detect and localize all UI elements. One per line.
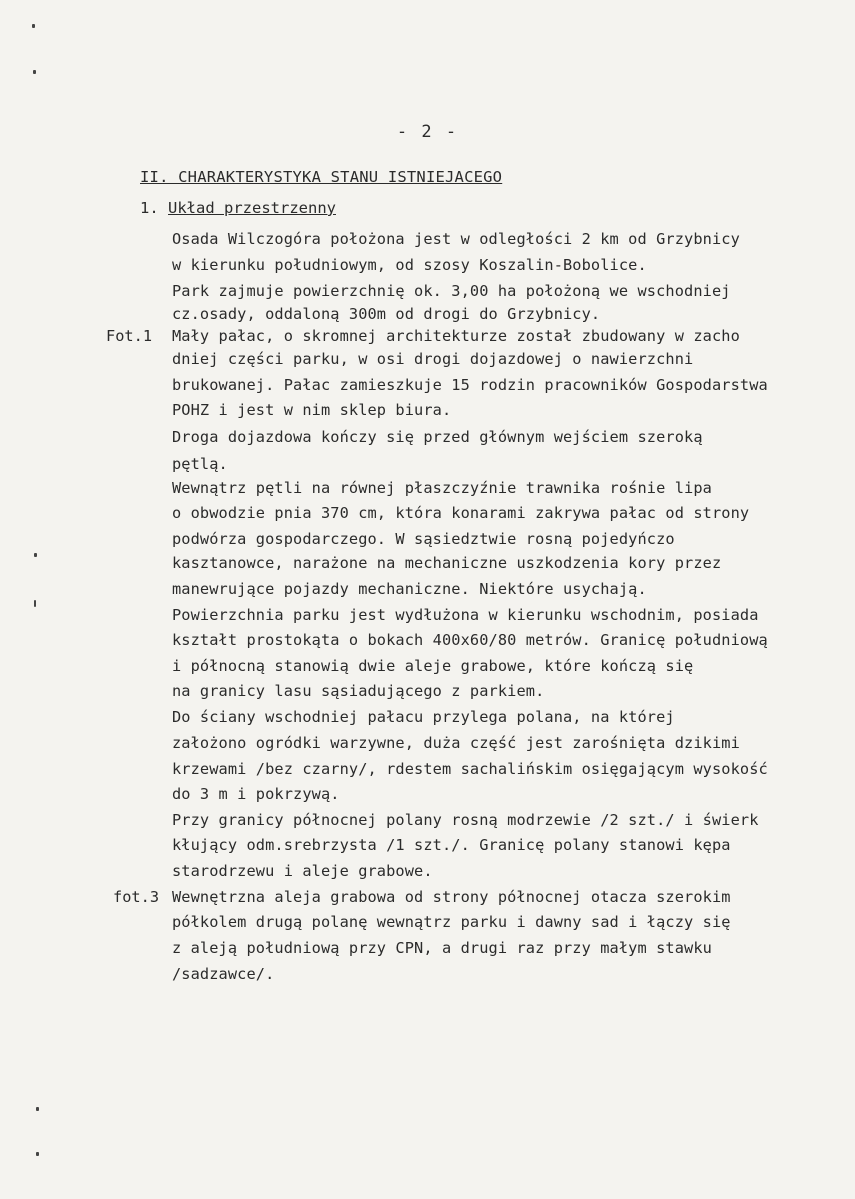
text-line: Przy granicy północnej polany rosną modrzewie /2 szt./ i świerk bbox=[172, 811, 759, 829]
text-line: brukowanej. Pałac zamieszkuje 15 rodzin pracowników Gospodarstwa bbox=[172, 376, 768, 394]
text-line: półkolem drugą polanę wewnątrz parku i dawny sad i łączy się bbox=[172, 913, 731, 931]
text-line: o obwodzie pnia 370 cm, która konarami zakrywa pałac od strony bbox=[172, 504, 750, 522]
subsection-heading bbox=[140, 199, 336, 217]
text-line: kształt prostokąta o bokach 400x60/80 metrów. Granicę południową bbox=[172, 631, 768, 649]
scan-speck bbox=[34, 553, 37, 557]
page-number: - 2 - bbox=[396, 122, 459, 142]
text-line: POHZ i jest w nim sklep biura. bbox=[172, 401, 452, 419]
text-line: cz.osady, oddaloną 300m od drogi do Grzybnicy. bbox=[172, 305, 601, 323]
text-line: kasztanowce, narażone na mechaniczne uszkodzenia kory przez bbox=[172, 554, 722, 572]
text-line: Wewnętrzna aleja grabowa od strony północnej otacza szerokim bbox=[172, 888, 731, 906]
scan-speck bbox=[36, 1107, 39, 1111]
text-line: kłujący odm.srebrzysta /1 szt./. Granicę polany stanowi kępa bbox=[172, 836, 731, 854]
margin-note-photo-1: Fot.1 bbox=[106, 327, 153, 345]
text-line: Mały pałac, o skromnej architekturze został zbudowany w zacho bbox=[172, 327, 740, 345]
text-line: pętlą. bbox=[172, 455, 228, 473]
text-line: i północną stanowią dwie aleje grabowe, które kończą się bbox=[172, 657, 694, 675]
subsection-number: 1. bbox=[140, 199, 159, 217]
text-line: Park zajmuje powierzchnię ok. 3,00 ha położoną we wschodniej bbox=[172, 282, 731, 300]
scan-speck bbox=[33, 70, 36, 74]
scan-speck bbox=[34, 600, 36, 607]
text-line: założono ogródki warzywne, duża część jest zarośnięta dzikimi bbox=[172, 734, 740, 752]
text-line: starodrzewu i aleje grabowe. bbox=[172, 862, 433, 880]
text-line: do 3 m i pokrzywą. bbox=[172, 785, 340, 803]
scan-speck bbox=[36, 1152, 39, 1156]
text-line: /sadzawce/. bbox=[172, 965, 275, 983]
section-heading: II. CHARAKTERYSTYKA STANU ISTNIEJACEGO bbox=[140, 168, 503, 186]
text-line: Droga dojazdowa kończy się przed głównym wejściem szeroką bbox=[172, 428, 703, 446]
subsection-title: Układ przestrzenny bbox=[168, 199, 336, 217]
text-line: w kierunku południowym, od szosy Koszalin-Bobolice. bbox=[172, 256, 647, 274]
text-line: Wewnątrz pętli na równej płaszczyźnie trawnika rośnie lipa bbox=[172, 479, 712, 497]
text-line: Powierzchnia parku jest wydłużona w kierunku wschodnim, posiada bbox=[172, 606, 759, 624]
text-line: na granicy lasu sąsiadującego z parkiem. bbox=[172, 682, 545, 700]
text-line: dniej części parku, w osi drogi dojazdowej o nawierzchni bbox=[172, 350, 694, 368]
text-line: Do ściany wschodniej pałacu przylega polana, na której bbox=[172, 708, 675, 726]
scan-speck bbox=[32, 24, 35, 28]
text-line: z aleją południową przy CPN, a drugi raz przy małym stawku bbox=[172, 939, 712, 957]
text-line: manewrujące pojazdy mechaniczne. Niektóre usychają. bbox=[172, 580, 647, 598]
text-line: Osada Wilczogóra położona jest w odległości 2 km od Grzybnicy bbox=[172, 230, 740, 248]
margin-note-photo-3: fot.3 bbox=[113, 888, 160, 906]
text-line: krzewami /bez czarny/, rdestem sachalińskim osięgającym wysokość bbox=[172, 760, 768, 778]
text-line: podwórza gospodarczego. W sąsiedztwie rosną pojedyńczo bbox=[172, 530, 675, 548]
